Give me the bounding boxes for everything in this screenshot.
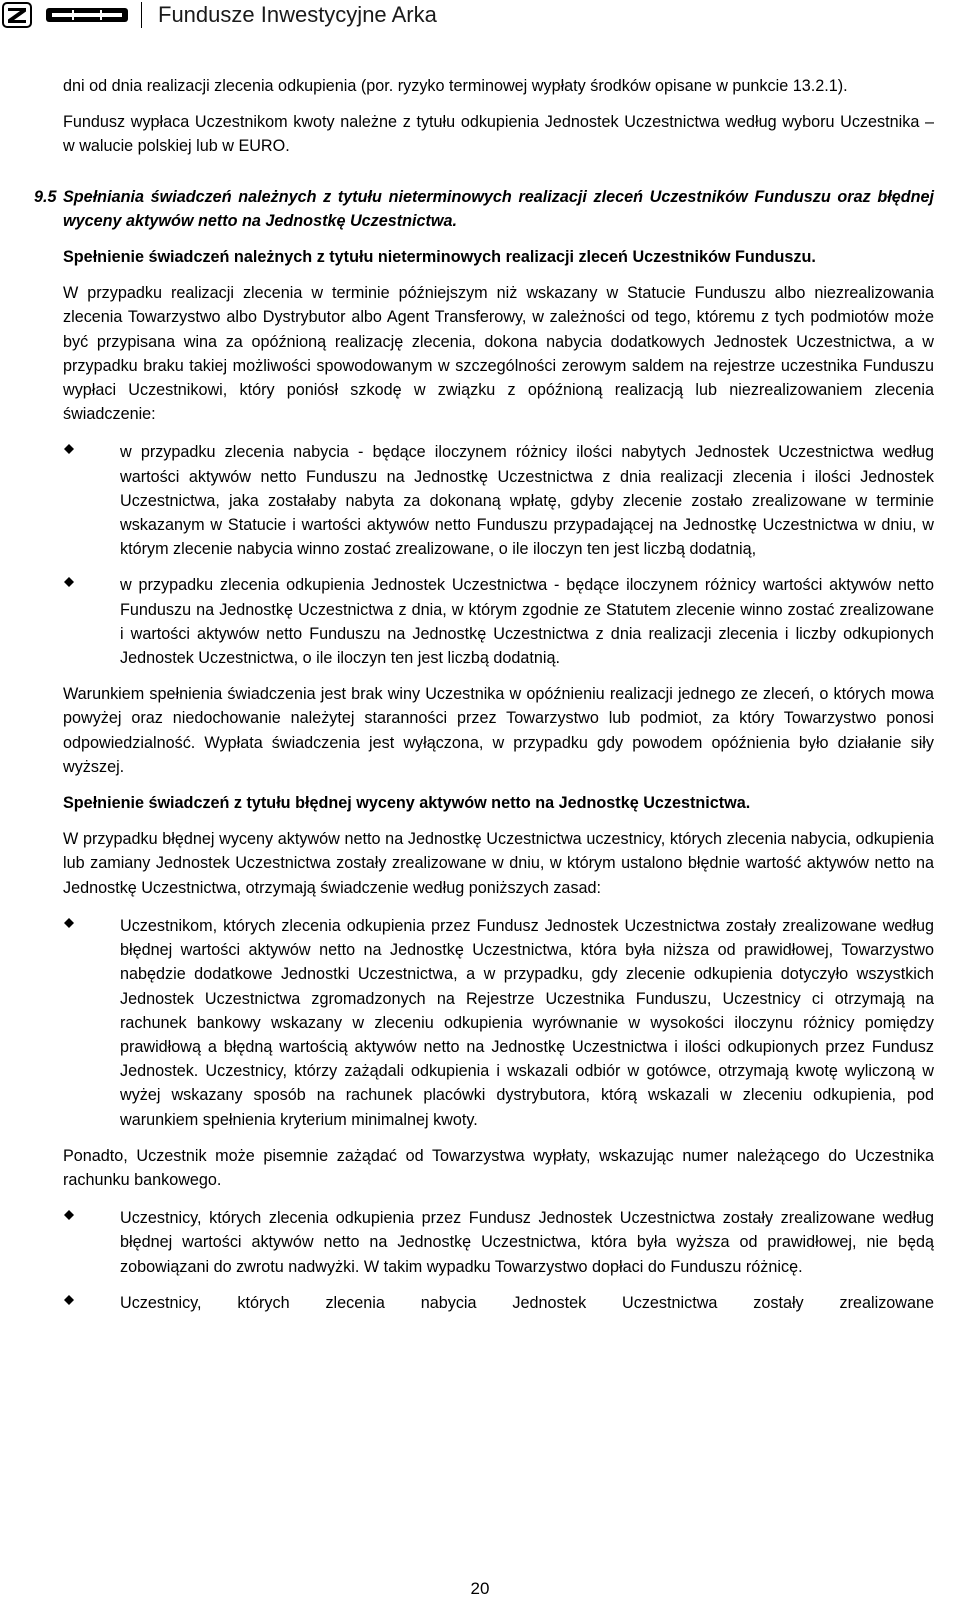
list-item: w przypadku zlecenia nabycia - będące iloczynem różnicy ilości nabytych Jednostek Uczestnictwa według wartości aktywów netto Funduszu na Jednostkę Uczestnictwa z dnia realizacji zlecenia i ilości Jednostek Uczestnictwa, jaka zostałaby nabyta za dokonaną wpłatę, gdyby zlecenie zostało zrealizowane w terminie wskazanym w Statucie i wartości aktywów netto Funduszu przypadającej na Jednostkę Uczestnictwa w dniu, w którym zlecenie nabycia winno zostać zrealizowane, o ile iloczyn ten jest liczbą dodatnią, [63, 440, 934, 561]
section-number: 9.5 [34, 187, 57, 206]
diamond-bullet-icon [64, 1295, 74, 1305]
intro-paragraph-2: Fundusz wypłaca Uczestnikom kwoty należne z tytułu odkupienia Jednostek Uczestnictwa według wyboru Uczestnika – w walucie polskiej lub w EURO. [63, 113, 934, 156]
intro-paragraph-1: dni od dnia realizacji zlecenia odkupienia (por. ryzyko terminowej wypłaty środków opisane w punkcie 13.2.1). [63, 77, 848, 95]
diamond-bullet-icon [64, 1210, 74, 1220]
diamond-bullet-icon [64, 577, 74, 587]
part2-paragraph: W przypadku błędnej wyceny aktywów netto na Jednostkę Uczestnictwa uczestnicy, których zlecenia nabycia, odkupienia lub zamiany Jednostek Uczestnictwa zostały zrealizowane w dniu, w którym ustalono błędnie wartość aktywów netto na Jednostkę Uczestnictwa, otrzymają świadczenie według poniższych zasad: [63, 830, 934, 897]
section-heading [34, 185, 934, 233]
list-item: Uczestnicy, których zlecenia odkupienia przez Fundusz Jednostek Uczestnictwa zostały zrealizowane według błędnej wartości aktywów netto na Jednostkę Uczestnictwa, która była wyższa od prawidłowej, nie będą zobowiązani do zwrotu nadwyżki. W takim wypadku Towarzystwo dopłaci do Funduszu różnicę. [63, 1206, 934, 1279]
header-title: Fundusze Inwestycyjne Arka [158, 2, 437, 27]
list-item: Uczestnikom, których zlecenia odkupienia przez Fundusz Jednostek Uczestnictwa zostały zrealizowane według błędnej wartości aktywów netto na Jednostkę Uczestnictwa, która była niższa od prawidłowej, Towarzystwo nabędzie dodatkowe Jednostki Uczestnictwa, a w przypadku, gdy zlecenie odkupienia dotyczyło wszystkich Jednostek Uczestnictwa zgromadzonych na Rejestrze Uczestnika Funduszu, Uczestnicy ci otrzymają na rachunek bankowy wskazany w zleceniu odkupienia wyrównanie w wysokości iloczynu różnicy pomiędzy prawidłową a błędną wartością aktywów netto na Jednostkę Uczestnictwa i ilości odkupionych przez Fundusz Jednostek. Uczestnicy, którzy zażądali odkupienia i wskazali odbiór w gotówce, otrzymają kwotę wyliczoną w wyżej wskazany sposób na rachunek placówki dystrybutora, którą wskazali w zleceniu odkupienia, pod warunkiem spełnienia kryterium minimalnej kwoty. [63, 914, 934, 1132]
page-header [0, 0, 960, 30]
part1-bullet-list [63, 440, 934, 670]
part2-bullet-list-b [63, 1206, 934, 1315]
part1-heading: Spełnienie świadczeń należnych z tytułu nieterminowych realizacji zleceń Uczestników Funduszu. [63, 248, 816, 267]
diamond-bullet-icon [64, 444, 74, 454]
part1-condition-paragraph: Warunkiem spełnienia świadczenia jest brak winy Uczestnika w opóźnieniu realizacji jednego ze zleceń, o których mowa powyżej oraz niedochowanie należytej staranności przez Towarzystwo lub podmiot, za który Towarzystwo ponosi odpowiedzialność. Wypłata świadczenia jest wyłączona, w przypadku gdy powodem opóźnienia było działanie siły wyższej. [63, 685, 934, 776]
list-item: w przypadku zlecenia odkupienia Jednostek Uczestnictwa - będące iloczynem różnicy wartości aktywów netto Funduszu na Jednostkę Uczestnictwa z dnia, w którym zgodnie ze Statutem zlecenie winno zostać zrealizowane i wartości aktywów netto Funduszu na Jednostkę Uczestnictwa z dnia realizacji zlecenia i liczby odkupionych Jednostek Uczestnictwa, o ile iloczyn ten jest liczbą dodatnią. [63, 573, 934, 670]
section-title: Spełniania świadczeń należnych z tytułu nieterminowych realizacji zleceń Uczestników Funduszu oraz błędnej wyceny aktywów netto na Jednostkę Uczestnictwa. [63, 187, 934, 230]
wbk-logo-icon [46, 8, 128, 22]
bzwbk-z-logo-icon [2, 2, 32, 28]
part1-paragraph: W przypadku realizacji zlecenia w terminie późniejszym niż wskazany w Statucie Funduszu albo niezrealizowania zlecenia Towarzystwo albo Dystrybutor albo Agent Transferowy, w zależności od tego, któremu z tych podmiotów może być przypisana wina za opóźnioną realizację zlecenia, dokona nabycia dodatkowych Jednostek Uczestnictwa, a w przypadku braku takiej możliwości spowodowanym w szczególności zerowym saldem na rejestrze uczestnika Funduszu wypłaci Uczestnikowi, który poniósł szkodę w związku z opóźnioną realizacją lub niezrealizowaniem zlecenia świadczenie: [63, 284, 934, 424]
list-item: Uczestnicy, których zlecenia nabycia Jednostek Uczestnictwa zostały zrealizowane [63, 1291, 934, 1315]
part2-heading: Spełnienie świadczeń z tytułu błędnej wyceny aktywów netto na Jednostkę Uczestnictwa. [63, 794, 751, 813]
header-divider [141, 2, 142, 28]
part2-bullet-list-a [63, 914, 934, 1132]
part2-paragraph-2: Ponadto, Uczestnik może pisemnie zażądać od Towarzystwa wypłaty, wskazując numer należącego do Uczestnika rachunku bankowego. [63, 1146, 934, 1189]
page-number: 20 [470, 1579, 490, 1598]
document-body [34, 74, 934, 1315]
diamond-bullet-icon [64, 918, 74, 928]
